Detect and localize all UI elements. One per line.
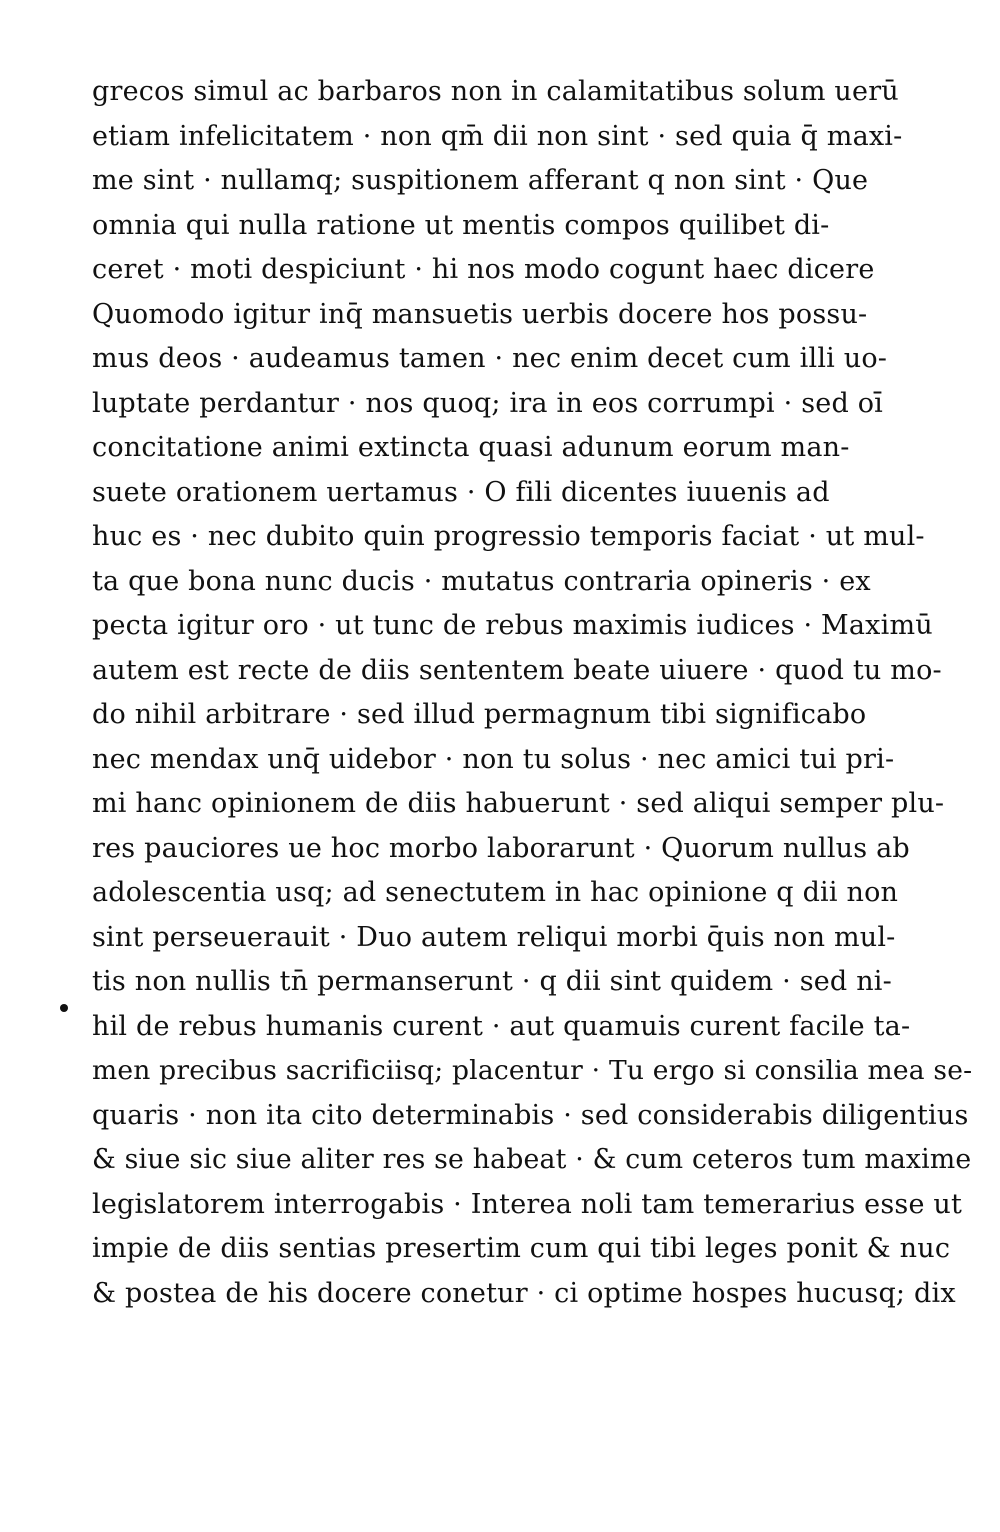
manuscript-line: & siue sic siue aliter res se habeat · & cum ceteros tum maxime — [92, 1144, 972, 1175]
manuscript-line: adolescentia usq; ad senectutem in hac opinione q dii non — [92, 877, 899, 908]
manuscript-line: impie de diis sentias presertim cum qui tibi leges ponit & nuc — [92, 1233, 951, 1264]
manuscript-line: grecos simul ac barbaros non in calamitatibus solum uerū — [92, 76, 899, 107]
manuscript-line: nec mendax unq̄ uidebor · non tu solus · nec amici tui pri- — [92, 743, 895, 775]
manuscript-line: legislatorem interrogabis · Interea noli tam temerarius esse ut — [92, 1188, 963, 1220]
manuscript-line: concitatione animi extincta quasi adunum eorum man- — [92, 432, 850, 463]
manuscript-line: tis non nullis tn̄ permanserunt · q dii sint quidem · sed ni- — [92, 966, 892, 997]
manuscript-line: suete orationem uertamus · O fili dicentes iuuenis ad — [92, 476, 830, 508]
manuscript-line: mus deos · audeamus tamen · nec enim decet cum illi uo- — [92, 343, 888, 374]
manuscript-line: & postea de his docere conetur · ci optime hospes hucusq; dix — [92, 1277, 956, 1309]
manuscript-line: res pauciores ue hoc morbo laborarunt · Quorum nullus ab — [92, 832, 910, 864]
manuscript-line: sint perseuerauit · Duo autem reliqui morbi q̄uis non mul- — [92, 921, 896, 953]
manuscript-line: Quomodo igitur inq̄ mansuetis uerbis docere hos possu- — [92, 298, 868, 330]
manuscript-line: autem est recte de diis sententem beate uiuere · quod tu mo- — [92, 654, 942, 686]
manuscript-line: ceret · moti despiciunt · hi nos modo cogunt haec dicere — [92, 254, 875, 285]
manuscript-line: huc es · nec dubito quin progressio temporis faciat · ut mul- — [92, 521, 925, 552]
manuscript-line: do nihil arbitrare · sed illud permagnum tibi significabo — [92, 699, 867, 730]
manuscript-text-block — [92, 70, 972, 1316]
manuscript-line: ta que bona nunc ducis · mutatus contraria opineris · ex — [92, 565, 871, 597]
manuscript-line: quaris · non ita cito determinabis · sed considerabis diligentius — [92, 1099, 969, 1131]
margin-dot — [60, 1004, 68, 1012]
manuscript-line: mi hanc opinionem de diis habuerunt · sed aliqui semper plu- — [92, 788, 945, 819]
manuscript-line: omnia qui nulla ratione ut mentis compos quilibet di- — [92, 209, 830, 241]
manuscript-line: me sint · nullamq; suspitionem afferant q non sint · Que — [92, 165, 869, 196]
manuscript-line: men precibus sacrificiisq; placentur · Tu ergo si consilia mea se- — [92, 1055, 973, 1086]
manuscript-line: etiam infelicitatem · non qm̄ dii non sint · sed quia q̄ maxi- — [92, 120, 903, 152]
manuscript-line: luptate perdantur · nos quoq; ira in eos corrumpi · sed oī — [92, 387, 884, 419]
manuscript-line: pecta igitur oro · ut tunc de rebus maximis iudices · Maximū — [92, 610, 933, 641]
manuscript-line: hil de rebus humanis curent · aut quamuis curent facile ta- — [92, 1010, 911, 1042]
